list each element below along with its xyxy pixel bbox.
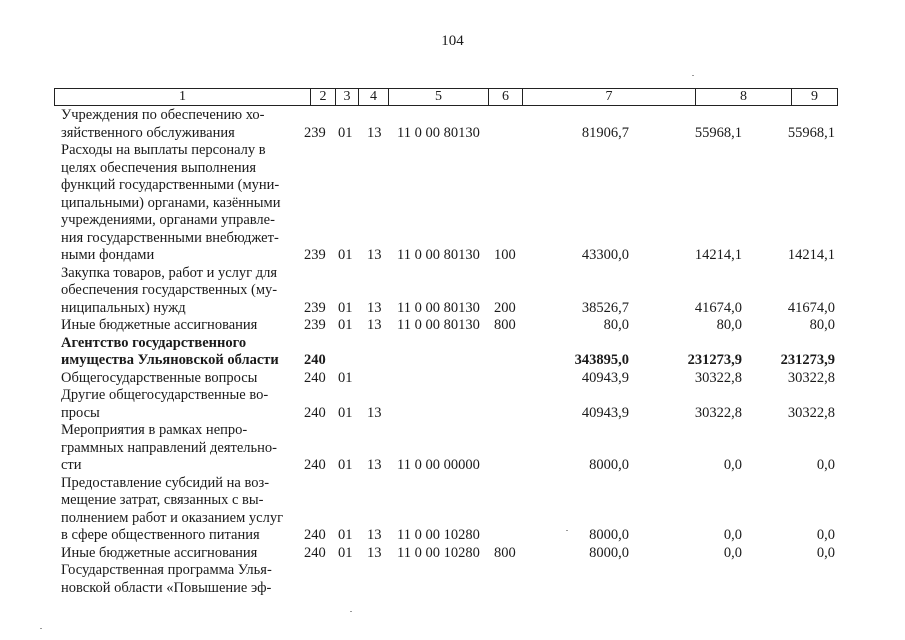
cell-expense-type: 800 [494,317,516,333]
scan-speck [40,628,42,629]
cell-glava: 240 [304,369,326,386]
cell-amount-col9: 41674,0 [787,299,835,316]
row-name: Иные бюджетные ассигнования [61,317,258,333]
table-row [0,475,905,545]
cell-amount-col9: 55968,1 [787,124,835,141]
cell-target-article: 11 0 00 80130 [397,247,480,263]
page-number: 104 [441,33,464,49]
cell-amount-col8: 41674,0 [694,299,742,316]
header-col-6: 6 [489,89,523,105]
cell-amount-col8: 0,0 [723,544,742,561]
header-col-8: 8 [696,89,792,105]
row-name: Другие общегосударственные во- просы [61,387,269,421]
scan-speck [692,75,694,76]
cell-amount-col7: 40943,9 [581,404,629,421]
table-row [0,142,905,265]
cell-amount-col8: 0,0 [723,457,742,473]
cell-glava: 239 [304,317,326,333]
cell-target-article: 11 0 00 80130 [397,317,480,333]
cell-amount-col8: 0,0 [723,527,742,543]
table-row [0,317,905,335]
cell-amount-col9: 0,0 [816,457,835,473]
cell-razdel: 01 [338,124,353,141]
cell-glava: 239 [304,299,326,316]
cell-amount-col9: 231273,9 [780,352,835,368]
cell-razdel: 01 [338,369,353,386]
cell-razdel: 01 [338,457,353,473]
header-col-4: 4 [359,89,389,105]
table-row [0,335,905,370]
cell-amount-col9: 30322,8 [787,369,835,386]
cell-amount-col7: 80,0 [603,317,629,333]
cell-razdel: 01 [338,527,353,543]
cell-amount-col7: 43300,0 [581,247,629,263]
header-col-9: 9 [811,89,818,104]
header-col-1: 1 [55,89,311,105]
cell-amount-col8: 231273,9 [687,352,742,368]
cell-amount-col9: 14214,1 [787,247,835,263]
header-col-5: 5 [389,89,489,105]
cell-razdel: 01 [338,544,353,561]
table-row [0,107,905,142]
cell-podrazdel: 13 [367,404,382,421]
cell-razdel: 01 [338,299,353,316]
table-row [0,387,905,422]
table-row [0,265,905,318]
row-name: Государственная программа Улья- новской области «Повышение эф- [61,562,272,596]
row-name: Общегосударственные вопросы [61,369,258,386]
cell-target-article: 11 0 00 10280 [397,544,480,561]
cell-amount-col8: 55968,1 [694,124,742,141]
cell-podrazdel: 13 [367,299,382,316]
header-col-3: 3 [336,89,359,105]
table-body [0,107,905,597]
header-col-7: 7 [523,89,696,105]
cell-glava: 240 [304,457,326,473]
cell-amount-col9: 80,0 [809,317,835,333]
table-row [0,562,905,597]
cell-amount-col7: 8000,0 [589,544,629,561]
cell-expense-type: 800 [494,544,516,561]
cell-expense-type: 100 [494,247,516,263]
row-name: Расходы на выплаты персоналу в целях обеспечения выполнения функций государственными (муни- ципальными) органами, казёнными учреждениями, органами управле- ния государственными внебюджет- ными фондами [61,142,281,263]
row-name: Учреждения по обеспечению хо- зяйственного обслуживания [61,107,265,141]
cell-amount-col7: 8000,0 [589,527,629,543]
cell-podrazdel: 13 [367,317,382,333]
cell-podrazdel: 13 [367,124,382,141]
header-col-2: 2 [311,89,336,105]
cell-amount-col7: 40943,9 [581,369,629,386]
row-name: Агентство государственного имущества Ульяновской области [61,334,279,368]
cell-amount-col9: 0,0 [816,544,835,561]
cell-target-article: 11 0 00 10280 [397,527,480,543]
cell-amount-col9: 30322,8 [787,404,835,421]
cell-amount-col8: 30322,8 [694,369,742,386]
cell-amount-col7: 8000,0 [589,457,629,473]
cell-amount-col8: 30322,8 [694,404,742,421]
table-header [54,88,838,106]
scan-speck [350,611,352,612]
cell-amount-col7: 81906,7 [581,124,629,141]
cell-amount-col7: 38526,7 [581,299,629,316]
cell-razdel: 01 [338,247,353,263]
cell-glava: 240 [304,544,326,561]
row-name: Иные бюджетные ассигнования [61,544,258,561]
cell-razdel: 01 [338,404,353,421]
cell-glava: 239 [304,247,326,263]
cell-amount-col8: 14214,1 [694,247,742,263]
cell-target-article: 11 0 00 80130 [397,299,480,316]
cell-podrazdel: 13 [367,247,382,263]
table-row [0,422,905,475]
cell-razdel: 01 [338,317,353,333]
cell-podrazdel: 13 [367,544,382,561]
cell-glava: 240 [304,404,326,421]
cell-glava: 239 [304,124,326,141]
cell-podrazdel: 13 [367,527,382,543]
row-name: Предоставление субсидий на воз- мещение затрат, связанных с вы- полнением работ и оказанием услуг в сфере общественного питания [61,474,284,543]
cell-amount-col8: 80,0 [716,317,742,333]
table-row [0,545,905,563]
row-name: Закупка товаров, работ и услуг для обеспечения государственных (му- ниципальных) нужд [61,264,278,316]
cell-amount-col7: 343895,0 [574,352,629,368]
row-name: Мероприятия в рамках непро- граммных направлений деятельно- сти [61,422,277,473]
cell-podrazdel: 13 [367,457,382,473]
cell-glava: 240 [304,527,326,543]
cell-glava: 240 [304,352,326,368]
cell-target-article: 11 0 00 80130 [397,124,480,141]
cell-expense-type: 200 [494,299,516,316]
cell-amount-col9: 0,0 [816,527,835,543]
scan-speck [566,530,568,531]
table-row [0,370,905,388]
cell-target-article: 11 0 00 00000 [397,457,480,473]
